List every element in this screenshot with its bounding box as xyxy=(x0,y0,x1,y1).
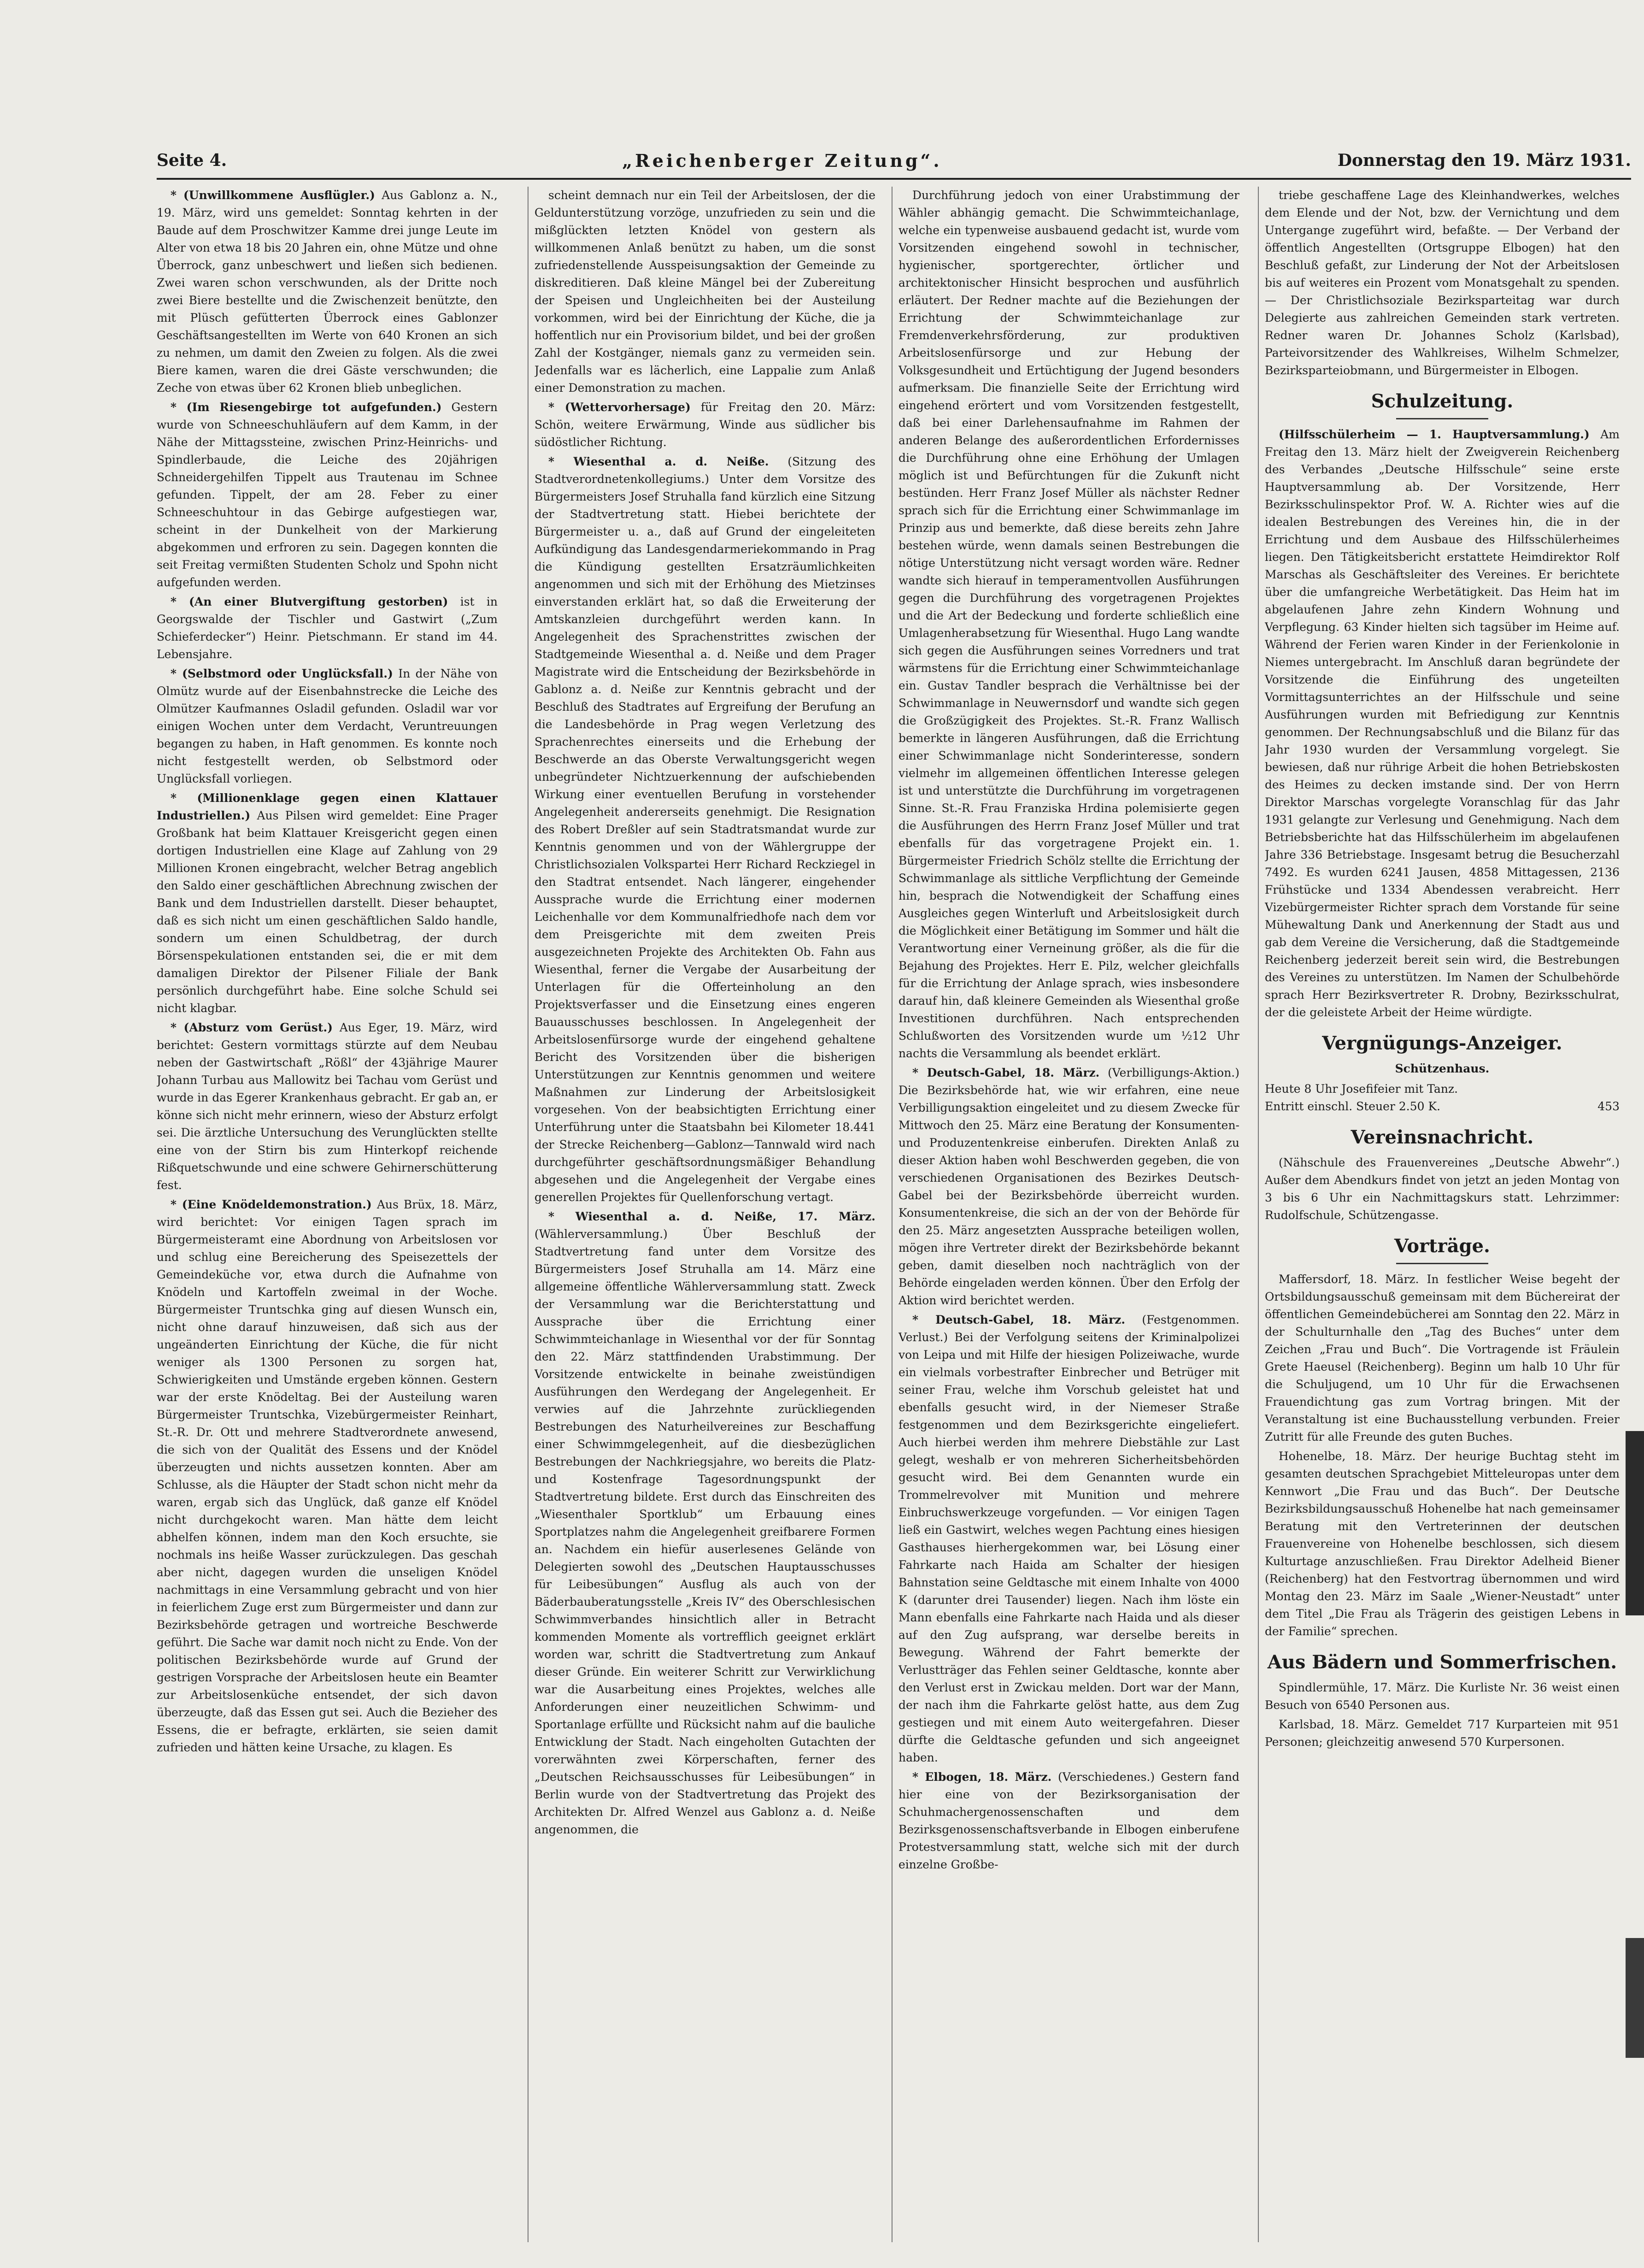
article-text: (Wählerversammlung.) Über Beschluß der Stadtvertretung fand unter dem Vorsitze des Bürgermeisters Josef Struhalla am 14. März eine allgemeine öffentliche Wählerversammlung statt. Zweck der Versammlung war die Berichterstattung und Aussprache über die Errichtung einer Schwimmteichanlage in Wiesenthal vor der für Sonntag den 22. März stattfindenden Urabstimmung. Der Vorsitzende entwickelte in beinahe zweistündigen Ausführungen den Werdegang der Angelegenheit. Er verwies auf die Jahrzehnte zurückliegenden Bestrebungen des Naturheilvereines zur Beschaffung einer Schwimmgelegenheit, auf die diesbezüglichen Bestrebungen der Nachkriegsjahre, wo bereits die Platz- und Kostenfrage Tagesordnungspunkt der Stadtvertretung bildete. Erst durch das Einschreiten des „Wiesenthaler Sportklub“ um Erbauung eines Sportplatzes nahm die Angelegenheit greifbarere Formen an. Nachdem ein hiefür auserlesenes Gelände von Delegierten sowohl des „Deutschen Hauptausschusses für Leibesübungen“ Ausflug als auch von der Bäderbauberatungsstelle „Kreis IV“ des Oberschlesischen Schwimmverbandes hinsichtlich aller in Betracht kommenden Momente als vortrefflich geeignet erklärt worden war, schritt die Stadtvertretung zum Ankauf dieser Gründe. Ein weiterer Schritt zur Verwirklichung war die Ausarbeitung eines Projektes, welches alle Anforderungen einer neuzeitlichen Schwimm- und Sportanlage erfüllte und Rücksicht nahm auf die bauliche Entwicklung der Stadt. Nach eingeholten Gutachten der vorerwähnten zwei Körperschaften, ferner des „Deutschen Reichsausschusses für Leibesübungen“ in Berlin wurde von der Stadtvertretung das Projekt des Architekten Dr. Alfred Wenzel aus Gablonz a. d. Neiße angenommen, die xyxy=(534,1227,875,1836)
article-text: Durchführung jedoch von einer Urabstimmung der Wähler abhängig gemacht. Die Schwimmteichanlage, welche ein typenweise ausbauend gedacht ist, wurde vom Vorsitzenden eingehend sowohl in technischer, hygienischer, sportgerechter, örtlicher und architektonischer Hinsicht besprochen und ausführlich erläutert. Der Redner machte auf die Beziehungen der Errichtung der Schwimmteichanlage zur Fremdenverkehrsförderung, zur produktiven Arbeitslosenfürsorge und zur Hebung der Volksgesundheit und Ertüchtigung der Jugend besonders aufmerksam. Die finanzielle Seite der Errichtung wird eingehend erörtert und vom Vorsitzenden festgestellt, daß bei einer Darlehensaufnahme im Rahmen der anderen Belange des außerordentlichen Erfordernisses die Durchführung ohne eine Erhöhung der Umlagen möglich ist und Befürchtungen für die Zukunft nicht bestünden. Herr Franz Josef Müller als nächster Redner sprach sich für die Errichtung einer Schwimmanlage im Prinzip aus und bemerkte, daß diese bereits zehn Jahre bestehen würde, wenn damals seinen Bestrebungen die nötige Unterstützung nicht versagt worden wäre. Redner wandte sich hierauf in temperamentvollen Ausführungen gegen die Durchführung des vorgetragenen Projektes und die Art der Bedeckung und forderte schließlich eine Umlagenherabsetzung für Wiesenthal. Hugo Lang wandte sich gegen die Ausführungen seines Vorredners und trat wärmstens für die Errichtung einer Schwimmteichanlage ein. Gustav Tandler besprach die Verhältnisse bei der Schwimmanlage in Neuwernsdorf und wandte sich gegen die Großzügigkeit des Projektes. St.-R. Franz Wallisch bemerkte in längeren Ausführungen, daß die Errichtung einer Schwimmanlage nicht Sonderinteresse, sondern vielmehr im allgemeinen öffentlichen Interesse gelegen ist und unterstützte die Durchführung im vorgetragenen Sinne. St.-R. Frau Franziska Hrdina polemisierte gegen die Ausführungen des Herrn Franz Josef Müller und trat ebenfalls für das vorgetragene Projekt ein. 1. Bürgermeister Friedrich Schölz stellte die Errichtung der Schwimmanlage als sittliche Verpflichtung der Gemeinde hin, besprach die Notwendigkeit der Schaffung eines Ausgleiches gegen Winterluft und Arbeitslosigkeit durch die Möglichkeit einer Betätigung im Sommer und hält die Verantwortung einer Verneinung größer, als die für die Bejahung des Projektes. Herr E. Pilz, welcher gleichfalls für die Errichtung der Anlage sprach, wies insbesondere darauf hin, daß kleinere Gemeinden als Wiesenthal große Investitionen durchführen. Nach entsprechenden Schlußworten des Vorsitzenden wurde um ½12 Uhr nachts die Versammlung als beendet erklärt. xyxy=(898,189,1239,1060)
article-text: Spindlermühle, 17. März. Die Kurliste Nr. 36 weist einen Besuch von 6540 Personen aus. xyxy=(1265,1681,1620,1712)
newspaper-title: „Reichenberger Zeitung“. xyxy=(622,150,942,171)
article-heading: * Deutsch-Gabel, 18. März. xyxy=(912,1313,1126,1326)
article xyxy=(157,593,498,663)
article xyxy=(534,453,875,1206)
header-rule xyxy=(157,178,1631,180)
article xyxy=(898,187,1239,1062)
event-price: Entritt einschl. Steuer 2.50 K. xyxy=(1265,1100,1441,1113)
article xyxy=(157,1196,498,1756)
column-3 xyxy=(898,187,1239,2247)
venue-name: Schützenhaus. xyxy=(1395,1062,1490,1075)
article-text: Gestern wurde von Schneeschuhläufern auf dem Kamm, in der Nähe der Mittagssteine, zwischen Prinz-Heinrichs- und Spindlerbaude, die Leiche des 20jährigen Schneidergehilfen Tippelt aus Trautenau im Schnee gefunden. Tippelt, der am 28. Feber zu einer Schneeschuhtour in das Gebirge aufgestiegen war, scheint in der Dunkelheit von der Markierung abgekommen und erfroren zu sein. Dagegen konnten die seit Freitag vermißten Studenten Scholz und Spohn nicht aufgefunden werden. xyxy=(157,401,498,589)
article xyxy=(157,665,498,788)
article-text: triebe geschaffene Lage des Kleinhandwerkes, welches dem Elende und der Not, bzw. der Vernichtung und dem Untergange zugeführt wird, befaßte. — Der Verband der öffentlich Angestellten (Ortsgruppe Elbogen) hat den Beschluß gefaßt, zur Linderung der Not der Arbeitslosen bis auf weiteres ein Prozent vom Monatsgehalt zu spenden. — Der Christlichsoziale Bezirksparteitag war durch Delegierte aus zahlreichen Gemeinden stark vertreten. Redner waren Dr. Johannes Scholz (Karlsbad), Parteivorsitzender des Wahlkreises, Wilhelm Schmelzer, Bezirksparteiobmann, und Bürgermeister in Elbogen. xyxy=(1265,189,1620,377)
article-text: (Verbilligungs-Aktion.) Die Bezirksbehörde hat, wie wir erfahren, eine neue Verbilligungsaktion eingeleitet und zu diesem Zwecke für Mittwoch den 25. März eine Beratung der Konsumenten- und Produzentenkreise einberufen. Direkten Anlaß zu dieser Aktion haben wohl Beschwerden gegeben, die von verschiedenen Organisationen des Bezirkes Deutsch-Gabel bei der Bezirksbehörde überreicht wurden. Konsumentenkreise, die sich an der von der Behörde für den 25. März angesetzten Aussprache beteiligen wollen, mögen ihre Vertreter direkt der Bezirksbehörde bekannt geben, damit dieselben noch nachträglich von der Behörde eingeladen werden können. Über den Erfolg der Aktion wird berichtet werden. xyxy=(898,1066,1239,1307)
article-text: (Festgenommen. Verlust.) Bei der Verfolgung seitens der Kriminalpolizei von Leipa und mit Hilfe der hiesigen Polizeiwache, wurde ein vielmals vorbestrafter Einbrecher und Betrüger mit seiner Frau, welche ihm Vorschub geleistet hat und ebenfalls gesucht wird, in der Niemeser Straße festgenommen und dem Bezirksgerichte eingeliefert. Auch hierbei werden ihm mehrere Diebstähle zur Last gelegt, weshalb er von mehreren Sicherheitsbehörden gesucht wird. Bei dem Genannten wurde ein Trommelrevolver mit Munition und mehrere Einbruchswerkzeuge vorgefunden. — Vor einigen Tagen ließ ein Gastwirt, welches wegen Pachtung eines hiesigen Gasthauses hierhergekommen war, bei Lösung einer Fahrkarte nach Haida am Schalter der hiesigen Bahnstation seine Geldtasche mit einem Inhalte von 4000 K (darunter drei Tausender) liegen. Nach ihm löste ein Mann ebenfalls eine Fahrkarte nach Haida und als dieser auf den Zug aufsprang, war derselbe bereits in Bewegung. Während der Fahrt bemerkte der Verlustträger das Fehlen seiner Geldtasche, konnte aber den Verlust erst in Zwickau melden. Dort war der Mann, der nach ihm die Fahrkarte gelöst hatte, aus dem Zug gestiegen und mit einem Auto weitergefahren. Dieser dürfte die Geldtasche gefunden und sich angeeignet haben. xyxy=(898,1313,1239,1764)
article-heading: * (Wettervorhersage) xyxy=(548,401,691,414)
section-title-school: Schulzeitung. xyxy=(1371,390,1514,412)
article-text: In der Nähe von Olmütz wurde auf der Eisenbahnstrecke die Leiche des Olmützer Kaufmannes Osladil gefunden. Osladil war vor einigen Wochen unter dem Verdacht, Veruntreuungen begangen zu haben, in Haft genommen. Es konnte noch nicht festgestellt werden, ob Selbstmord oder Unglücksfall vorliegen. xyxy=(157,667,498,785)
article xyxy=(898,1064,1239,1309)
section-title-amusements: Vergnügungs-Anzeiger. xyxy=(1322,1032,1562,1054)
event-text: Heute 8 Uhr Josefifeier mit Tanz. xyxy=(1265,1082,1458,1096)
event-line xyxy=(1265,1080,1620,1098)
article-heading: * Wiesenthal a. d. Neiße. xyxy=(548,455,769,468)
article-text: scheint demnach nur ein Teil der Arbeitslosen, der die Geldunterstützung vorzöge, unzufrieden zu sein und die mißglückten letzten Knödel von gestern als willkommenen Anlaß benützt zu haben, um die sonst zufriedenstellende Ausspeisungsaktion der Gemeinde zu diskreditieren. Daß kleine Mängel bei der Zubereitung der Speisen und Ungleichheiten bei der Austeilung vorkommen, wird bei der Einrichtung der Küche, die ja hoffentlich nur ein Provisorium bildet, und bei der großen Zahl der Kostgänger, niemals ganz zu vermeiden sein. Jedenfalls war es lächerlich, eine Lappalie zum Anlaß einer Demonstration zu machen. xyxy=(534,189,875,395)
article xyxy=(898,1311,1239,1767)
column-divider xyxy=(1258,187,1259,2242)
article-text: ist in Georgswalde der Tischler und Gastwirt („Zum Schieferdecker“) Heinr. Pietschmann. Er stand im 44. Lebensjahre. xyxy=(157,595,498,661)
article-text: Hohenelbe, 18. März. Der heurige Buchtag steht im gesamten deutschen Sprachgebiet Mitteleuropas unter dem Kennwort „Die Frau und das Buch“. Der Deutsche Bezirksbildungsausschuß Hohenelbe hat nach gemeinsamer Beratung mit den Vertreterinnen der deutschen Frauenvereine von Hohenelbe beschlossen, sich diesem Kulturtage anzuschließen. Frau Direktor Adelheid Biener (Reichenberg) hat den Festvortrag übernommen und wird Montag den 23. März im Saale „Wiener-Neustadt“ unter dem Titel „Die Frau als Trägerin des geistigen Lebens in der Familie“ sprechen. xyxy=(1265,1449,1620,1638)
article-heading: * (Eine Knödeldemonstration.) xyxy=(170,1198,372,1211)
article-text: (Nähschule des Frauenvereines „Deutsche Abwehr“.) Außer dem Abendkurs findet von jetzt an jeden Montag von 3 bis 6 Uhr ein Nachmittagskurs statt. Lehrzimmer: Rudolfschule, Schützengasse. xyxy=(1265,1156,1620,1222)
article xyxy=(534,187,875,397)
column-2 xyxy=(534,187,875,2247)
section-title-club: Vereinsnachricht. xyxy=(1350,1126,1534,1148)
article xyxy=(157,399,498,591)
article-heading: * Deutsch-Gabel, 18. März. xyxy=(912,1066,1100,1079)
article xyxy=(157,1019,498,1194)
article-heading: * (Im Riesengebirge tot aufgefunden.) xyxy=(170,401,442,414)
ad-number: 453 xyxy=(1597,1100,1620,1113)
column-4 xyxy=(1265,187,1620,2247)
article-heading: * Wiesenthal a. d. Neiße, 17. März. xyxy=(548,1210,875,1223)
section-rule xyxy=(1396,418,1488,419)
article-text: Am Freitag den 13. März hielt der Zweigverein Reichenberg des Verbandes „Deutsche Hilfsschule“ seine erste Hauptversammlung ab. Der Vorsitzende, Herr Bezirksschulinspektor Prof. W. A. Richter wies auf die idealen Bestrebungen des Vereines hin, die in der Errichtung und dem Ausbaue des Hilfsschülerheimes liegen. Den Tätigkeitsbericht erstattete Heimdirektor Rolf Marschas als Geschäftsleiter des Vereines. Er berichtete über die umfangreiche Werbetätigkeit. Das Heim hat im abgelaufenen Jahre zehn Kindern Wohnung und Verpflegung. 63 Kinder hielten sich tagsüber im Heime auf. Während der Ferien waren Kinder in der Ferienkolonie in Niemes untergebracht. Im Anschluß daran begründete der Vorsitzende die Einführung des ungeteilten Vormittagsunterrichtes an der Hilfsschule und seine Ausführungen wurden mit Befriedigung zur Kenntnis genommen. Der Rechnungsabschluß und die Bilanz für das Jahr 1930 wurden der Versammlung vorgelegt. Sie bewiesen, daß nur rührige Arbeit die hohen Betriebskosten des Heimes zu decken imstande sind. Der von Herrn Direktor Marschas vorgelegte Voranschlag für das Jahr 1931 gelangte zur Verlesung und Genehmigung. Nach dem Betriebsberichte hat das Hilfsschülerheim im abgelaufenen Jahre 336 Betriebstage. Insgesamt betrug die Besucherzahl 7492. Es wurden 6241 Jausen, 4858 Mittagessen, 2136 Frühstücke und 1334 Abendessen verabreicht. Herr Vizebürgermeister Richter sprach dem Vorstande für seine Mühewaltung Dank und Anerkennung der Stadt aus und gab dem Vereine die Versicherung, daß die Stadtgemeinde Reichenberg jederzeit bereit sein wird, die Bestrebungen des Vereines zu unterstützen. Im Namen der Schulbehörde sprach Herr Bezirksvertreter R. Drobny, Bezirksschulrat, der die geleistete Arbeit der Heime würdigte. xyxy=(1265,428,1620,1019)
article-heading: * (Millionenklage gegen einen Klattauer Industriellen.) xyxy=(157,791,498,822)
article-text: Aus Pilsen wird gemeldet: Eine Prager Großbank hat beim Klattauer Kreisgericht gegen einen dortigen Industriellen eine Klage auf Zahlung von 29 Millionen Kronen eingebracht, welcher Betrag angeblich den Saldo einer geschäftlichen Abrechnung zwischen der Bank und dem Industriellen darstellt. Dieser behauptet, daß es sich nicht um einen geschäftlichen Saldo handle, sondern um einen Schuldbetrag, der durch Börsenspekulationen entstanden sei, die er mit dem damaligen Direktor der Pilsener Filiale der Bank persönlich durchgeführt habe. Eine solche Schuld sei nicht klagbar. xyxy=(157,809,498,1015)
article-text: (Verschiedenes.) Gestern fand hier eine von der Bezirksorganisation der Schuhmachergenossenschaften und dem Bezirksgenossenschaftsverbande in Elbogen einberufene Protestversammlung statt, welche sich mit der durch einzelne Großbe- xyxy=(898,1770,1239,1871)
article-text: Karlsbad, 18. März. Gemeldet 717 Kurparteien mit 951 Personen; gleichzeitig anwesend 570 Kurpersonen. xyxy=(1265,1718,1620,1749)
article-heading: * (Unwillkommene Ausflügler.) xyxy=(170,189,375,202)
article-heading: * Elbogen, 18. März. xyxy=(912,1770,1052,1784)
article xyxy=(157,187,498,397)
issue-date: Donnerstag den 19. März 1931. xyxy=(1337,151,1631,170)
article-text: Aus Gablonz a. N., 19. März, wird uns gemeldet: Sonntag kehrten in der Baude auf dem Proschwitzer Kamme drei junge Leute im Alter von etwa 18 bis 20 Jahren ein, ohne Mütze und ohne Überrock, ganz unbeschwert und ließen sich bedienen. Zwei waren schon verschwunden, als der Dritte noch zwei Biere bestellte und die Zwischenzeit benützte, den mit Plüsch gefütterten Überrock eines Gablonzer Geschäftsangestellten im Werte von 640 Kronen an sich zu nehmen, um damit den Zweien zu folgen. Als die zwei Biere kamen, waren die drei Gäste verschwunden; die Zeche von etwas über 62 Kronen blieb unbeglichen. xyxy=(157,189,498,395)
article xyxy=(157,789,498,1017)
article-heading: * (Selbstmord oder Unglücksfall.) xyxy=(170,667,393,680)
section-rule xyxy=(1396,1263,1488,1264)
article xyxy=(898,1768,1239,1873)
article-heading: * (An einer Blutvergiftung gestorben) xyxy=(170,595,448,608)
article xyxy=(534,399,875,451)
article xyxy=(1265,426,1620,1021)
article-text: Maffersdorf, 18. März. In festlicher Weise begeht der Ortsbildungsausschuß gemeinsam mit dem Büchereirat der öffentlichen Gemeindebücherei am Sonntag den 22. März in der Schulturnhalle den „Tag des Buches“ unter dem Zeichen „Frau und Buch“. Die Vortragende ist Fräulein Grete Haeusel (Reichenberg). Beginn um halb 10 Uhr für die Schuljugend, um 10 Uhr für die Erwachsenen Frauendichtung gas zum Vortrag bringen. Mit der Veranstaltung ist eine Buchausstellung verbunden. Freier Zutritt für alle Freunde des guten Buches. xyxy=(1265,1272,1620,1443)
column-1 xyxy=(157,187,498,2247)
article-text: Aus Brüx, 18. März, wird berichtet: Vor einigen Tagen sprach im Bürgermeisteramt eine Abordnung von Arbeitslosen vor und schlug eine Bereicherung des Speisezettels der Gemeindeküche vor, etwa durch die Aufnahme von Knödeln und Kartoffeln zweimal in der Woche. Bürgermeister Truntschka ging auf diesen Wunsch ein, nicht ohne darauf hinzuweisen, daß sich aus der ungeänderten Einrichtung der Küche, die für nicht weniger als 1300 Personen zu sorgen hat, Schwierigkeiten und Umstände ergeben können. Gestern war der erste Knödeltag. Bei der Austeilung waren Bürgermeister Truntschka, Vizebürgermeister Reinhart, St.-R. Dr. Ott und mehrere Stadtverordnete anwesend, die sich von der Qualität des Essens und der Knödel überzeugten und nichts aussetzen konnten. Aber am Schlusse, als die Häupter der Stadt schon nicht mehr da waren, ergab sich das Unglück, daß ganze elf Knödel nicht durchgekocht waren. Man hätte dem leicht abhelfen können, indem man den Koch ersuchte, sie nochmals ins heiße Wasser zurückzulegen. Das geschah aber nicht, dagegen wurden die unseligen Knödel nachmittags in eine Versammlung gebracht und von hier in feierlichem Zuge erst zum Bürgermeister und dann zur Bezirksbehörde getragen und wortreiche Beschwerde geführt. Die Sache war damit noch nicht zu Ende. Von der politischen Bezirksbehörde wurde auf Grund der gestrigen Vorsprache der Arbeitslosen heute ein Beamter zur Arbeitslosenküche entsendet, der sich davon überzeugte, daß das Essen gut sei. Auch die Bezieher des Essens, die er befragte, erklärten, sie seien damit zufrieden und hätten keine Ursache, zu klagen. Es xyxy=(157,1198,498,1754)
event-line xyxy=(1265,1098,1620,1115)
section-title-baths: Aus Bädern und Sommerfrischen. xyxy=(1267,1651,1617,1673)
article-text: für Freitag den 20. März: Schön, weitere Erwärmung, Winde aus südlicher bis südöstlicher Richtung. xyxy=(534,401,875,449)
page-header xyxy=(157,147,1631,174)
article xyxy=(534,1208,875,1838)
adjacent-page-edge xyxy=(1626,187,1644,2247)
article-heading: * (Absturz vom Gerüst.) xyxy=(170,1021,333,1034)
article-heading: (Hilfsschülerheim — 1. Hauptversammlung.) xyxy=(1279,428,1590,441)
article-text: (Sitzung des Stadtverordnetenkollegiums.) Unter dem Vorsitze des Bürgermeisters Josef Struhalla fand kürzlich eine Sitzung der Stadtvertretung statt. Hiebei berichtete der Bürgermeister u. a., daß auf Grund der eingeleiteten Aufkündigung das Landesgendarmeriekommando in Prag die Kündigung gestellten Ersatzräumlichkeiten angenommen und sich mit der Erhöhung des Mietzinses einverstanden erklärt hat, so daß die Erweiterung der Amtskanzleien durchgeführt werden kann. In Angelegenheit des Sprachenstrittes zwischen der Stadtgemeinde Wiesenthal a. d. Neiße und dem Prager Magistrate wird die Entscheidung der Bezirksbehörde in Gablonz a. d. Neiße zur Kenntnis gebracht und der Beschluß des Stadtrates auf Ergreifung der Berufung an die Landesbehörde in Prag wegen Verletzung des Sprachenrechtes einerseits und die Erhebung der Beschwerde an das Oberste Verwaltungsgericht wegen unbegründeter Nichtzuerkennung der aufschiebenden Wirkung einer eventuellen Berufung in vorstehender Angelegenheit andererseits genehmigt. Die Resignation des Robert Dreßler auf sein Stadtratsmandat wurde zur Kenntnis genommen und von der Wählergruppe der Christlichsozialen Volkspartei Herr Richard Reckziegel in den Stadtrat entsendet. Nach längerer, eingehender Aussprache wurde die Errichtung einer modernen Leichenhalle vor dem Kommunalfriedhofe nach dem vor dem Preisgerichte mit dem zweiten Preis ausgezeichneten Projekte des Architekten Ob. Fahn aus Wiesenthal, ferner die Vergabe der Ausarbeitung der Unterlagen für die Offerteinholung an den Projektsverfasser und die Einsetzung eines engeren Bauausschusses beschlossen. In Angelegenheit der Arbeitslosenfürsorge wurde der eingehend gehaltene Bericht des Vorsitzenden über die bisherigen Unterstützungen zur Kenntnis genommen und weitere Maßnahmen zur Linderung der Arbeitslosigkeit vorgesehen. Von der beabsichtigten Errichtung einer Unterführung unter die Staatsbahn bei Kilometer 18.441 der Strecke Reichenberg—Gablonz—Tannwald wird nach durchgeführter geschäftsordnungsmäßiger Behandlung abgesehen und die Angelegenheit der Vergabe eines generellen Projektes für Quellenforschung vertagt. xyxy=(534,455,875,1204)
article-text: Aus Eger, 19. März, wird berichtet: Gestern vormittags stürzte auf dem Neubau neben der Gastwirtschaft „Rößl“ der 43jährige Maurer Johann Turbau aus Mallowitz bei Tachau vom Gerüst und wurde in das Egerer Krankenhaus gebracht. Er gab an, er könne sich nicht mehr erinnern, wieso der Absturz erfolgt sei. Die ärztliche Untersuchung des Verunglückten stellte eine von der Stirn bis zum Hinterkopf reichende Rißquetschwunde und eine schwere Gehirnerschütterung fest. xyxy=(157,1021,498,1192)
page-number: Seite 4. xyxy=(157,151,227,170)
section-title-talks: Vorträge. xyxy=(1394,1235,1490,1257)
